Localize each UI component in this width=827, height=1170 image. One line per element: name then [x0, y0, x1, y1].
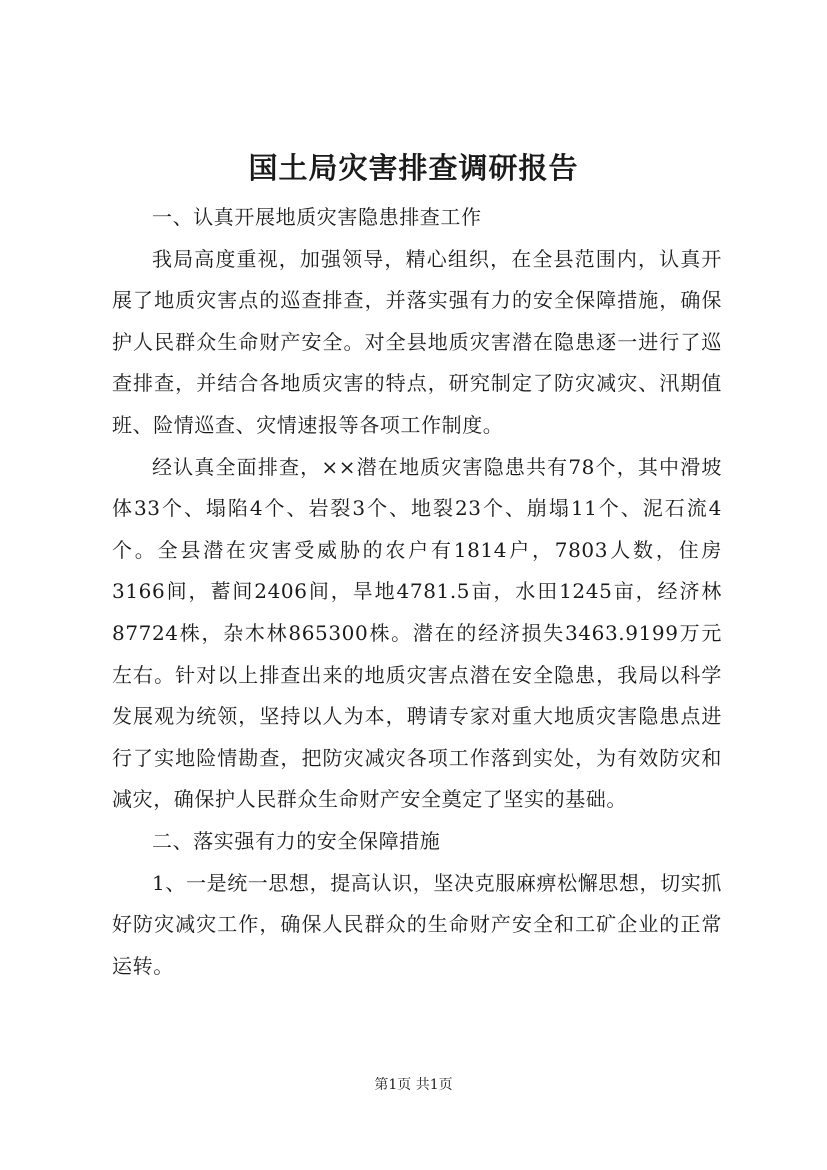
paragraph: 经认真全面排查，××潜在地质灾害隐患共有78个，其中滑坡体33个、塌陷4个、岩裂3个、地裂23个、崩塌11个、泥石流4个。全县潜在灾害受威胁的农户有1814户，7803人数，住房3166间，蓄间2406间，旱地4781.5亩，水田1245亩，经济林87724株，杂木林865300株。潜在的经济损失3463.9199万元左右。针对以上排查出来的地质灾害点潜在安全隐患，我局以科学发展观为统领，坚持以人为本，聘请专家对重大地质灾害隐患点进行了实地险情勘查，把防灾减灾各项工作落到实处，为有效防灾和减灾，确保护人民群众生命财产安全奠定了坚实的基础。 — [112, 454, 722, 812]
paragraph: 1、一是统一思想，提高认识，坚决克服麻痹松懈思想，切实抓好防灾减灾工作，确保人民群众的生命财产安全和工矿企业的正常运转。 — [112, 870, 722, 978]
paragraph: 我局高度重视，加强领导，精心组织，在全县范围内，认真开展了地质灾害点的巡查排查，并落实强有力的安全保障措施，确保护人民群众生命财产安全。对全县地质灾害潜在隐患逐一进行了巡查排查，并结合各地质灾害的特点，研究制定了防灾减灾、汛期值班、险情巡查、灾情速报等各项工作制度。 — [112, 246, 722, 437]
document-title: 国土局灾害排查调研报告 — [248, 151, 579, 185]
document-body — [112, 197, 722, 987]
section-heading-2: 二、落实强有力的安全保障措施 — [152, 828, 441, 853]
section-heading-1: 一、认真开展地质灾害隐患排查工作 — [152, 205, 482, 229]
page-footer: 第1页 共1页 — [374, 1077, 453, 1093]
